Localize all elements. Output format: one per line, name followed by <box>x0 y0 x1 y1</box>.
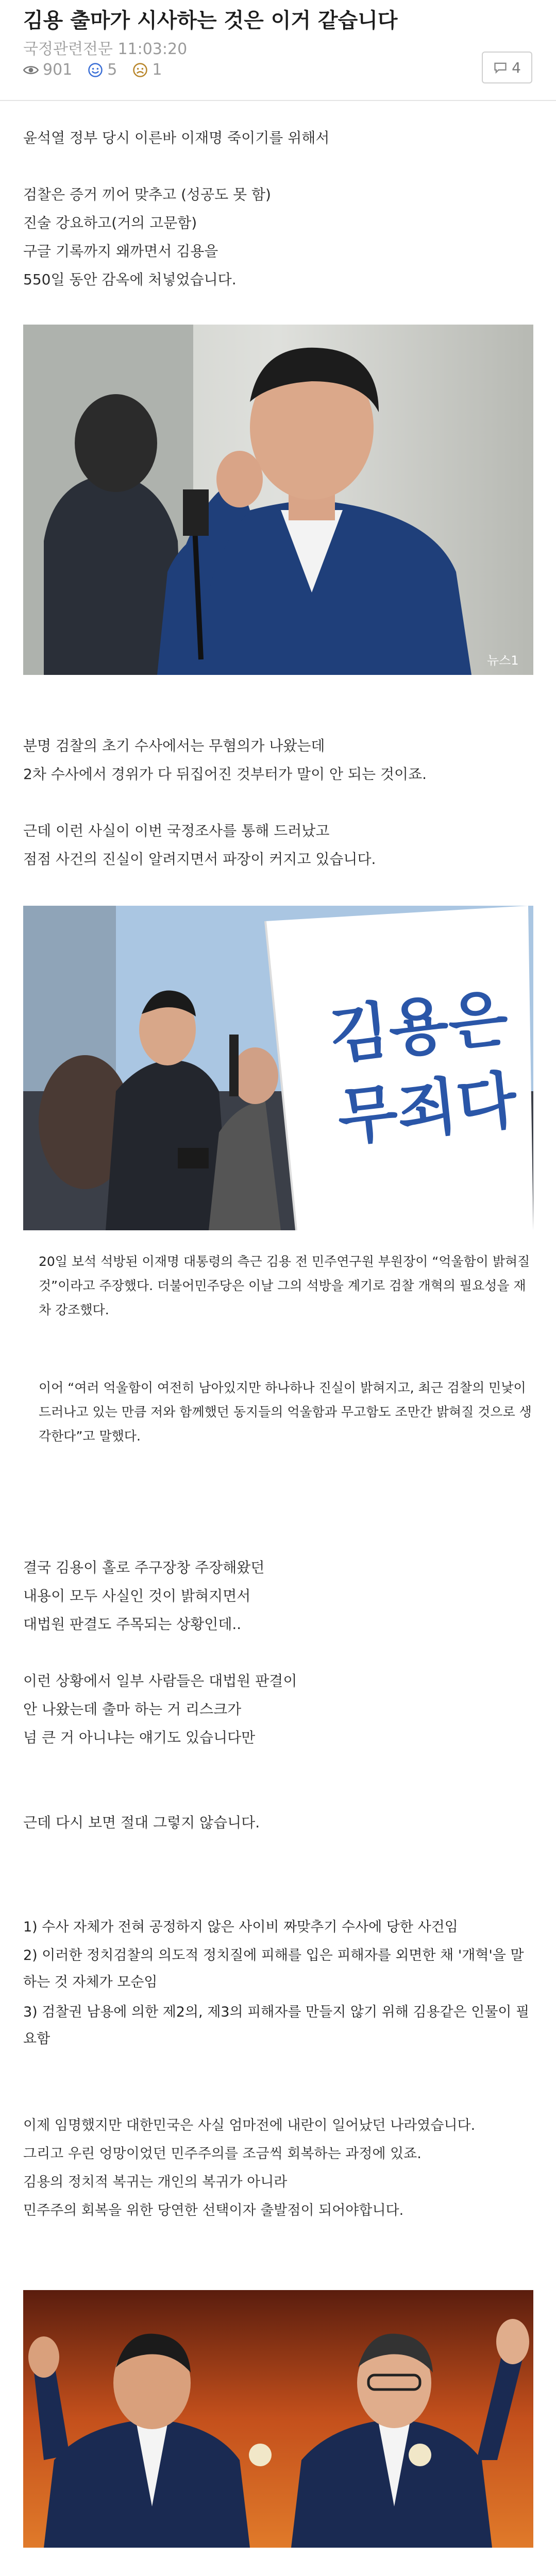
news-caption-1: 20일 보석 석방된 이재명 대통령의 측근 김용 전 민주연구원 부원장이 “억울함이 밝혀질 것”이라고 주장했다. 더불어민주당은 이날 그의 석방을 계기로 검찰 개혁의 필요성을 재차 강조했다. <box>39 1254 530 1317</box>
post-category[interactable]: 국정관련전문 <box>23 40 113 58</box>
eye-icon <box>23 62 39 78</box>
post-meta <box>23 36 187 59</box>
body-paragraph-4: 이제 임명했지만 대한민국은 사실 엄마전에 내란이 일어났던 나라였습니다. 그리고 우린 엉망이었던 민주주의를 조금씩 회복하는 과정에 있죠. 김용의 정치적 복귀는 개인의 복귀가 아니라 민주주의 회복을 위한 당연한 선택이자 출발점이 되어야합니다. <box>23 2117 476 2218</box>
likes-count: 5 <box>107 61 117 79</box>
comment-count-button[interactable] <box>482 52 532 83</box>
body-paragraph-2: 분명 검찰의 초기 수사에서는 무혐의가 나왔는데 2차 수사에서 경위가 다 뒤집어진 것부터가 말이 안 되는 것이죠. 근데 이런 사실이 이번 국정조사를 통해 드러났고 점점 사건의 진실이 알려지면서 파장이 커지고 있습니다. <box>23 737 427 868</box>
dislikes-stat[interactable] <box>132 61 162 79</box>
dislikes-count: 1 <box>152 61 162 79</box>
views-stat <box>23 61 72 79</box>
body-paragraph-1: 윤석열 정부 당시 이른바 이재명 죽이기를 위해서 검찰은 증거 끼어 맞추고 (성공도 못 함) 진술 강요하고(거의 고문함) 구글 기록까지 왜까면서 김용을 550일 동안 감옥에 처넣었습니다. <box>23 129 330 288</box>
list-item-3: 3) 검찰권 남용에 의한 제2의, 제3의 피해자를 만들지 않기 위해 김용같은 인물이 필요함 <box>23 2004 530 2047</box>
photo-kim-yong-portrait <box>23 325 533 675</box>
post-stats <box>23 61 162 79</box>
post-time: 11:03:20 <box>117 40 188 58</box>
image-watermark-1: 뉴스1 <box>487 653 519 668</box>
post-title: 김용 출마가 시사하는 것은 이거 같습니다 <box>23 8 398 32</box>
body-paragraph-3: 결국 김용이 홀로 주구장창 주장해왔던 내용이 모두 사실인 것이 밝혀지면서 대법원 판결도 주목되는 상황인데.. 이런 상황에서 일부 사람들은 대법원 판결이 안 나왔는데 출마 하는 거 리스크가 넘 큰 거 아니냐는 얘기도 있습니다만 근데 다시 보면 절대 그렇지 않습니다. <box>23 1559 297 1831</box>
views-count: 901 <box>43 61 73 79</box>
news-caption-2: 이어 “여러 억울함이 여전히 남아있지만 하나하나 진실이 밝혀지고, 최근 검찰의 민낯이 드러나고 있는 만큼 저와 함께했던 동지들의 억울함과 무고함도 조만간 밝혀질 것으로 생각한다”고 말했다. <box>39 1380 532 1444</box>
smile-icon <box>88 62 103 78</box>
header-divider <box>0 100 556 101</box>
likes-stat[interactable] <box>88 61 117 79</box>
comment-count: 4 <box>512 59 521 76</box>
sign-text: 김용은 무죄다 <box>326 982 520 1155</box>
frown-icon <box>132 62 148 78</box>
photo-release-crowd <box>23 906 533 1230</box>
list-item-2: 2) 이러한 정치검찰의 의도적 정치질에 피해를 입은 피해자를 외면한 채 '개혁'을 말하는 것 자체가 모순임 <box>23 1947 524 1990</box>
comment-icon <box>493 60 508 75</box>
list-item-1: 1) 수사 자체가 전혀 공정하지 않은 사이비 짜맞추기 수사에 당한 사건임 <box>23 1919 458 1935</box>
photo-stage-wave <box>23 2290 533 2548</box>
